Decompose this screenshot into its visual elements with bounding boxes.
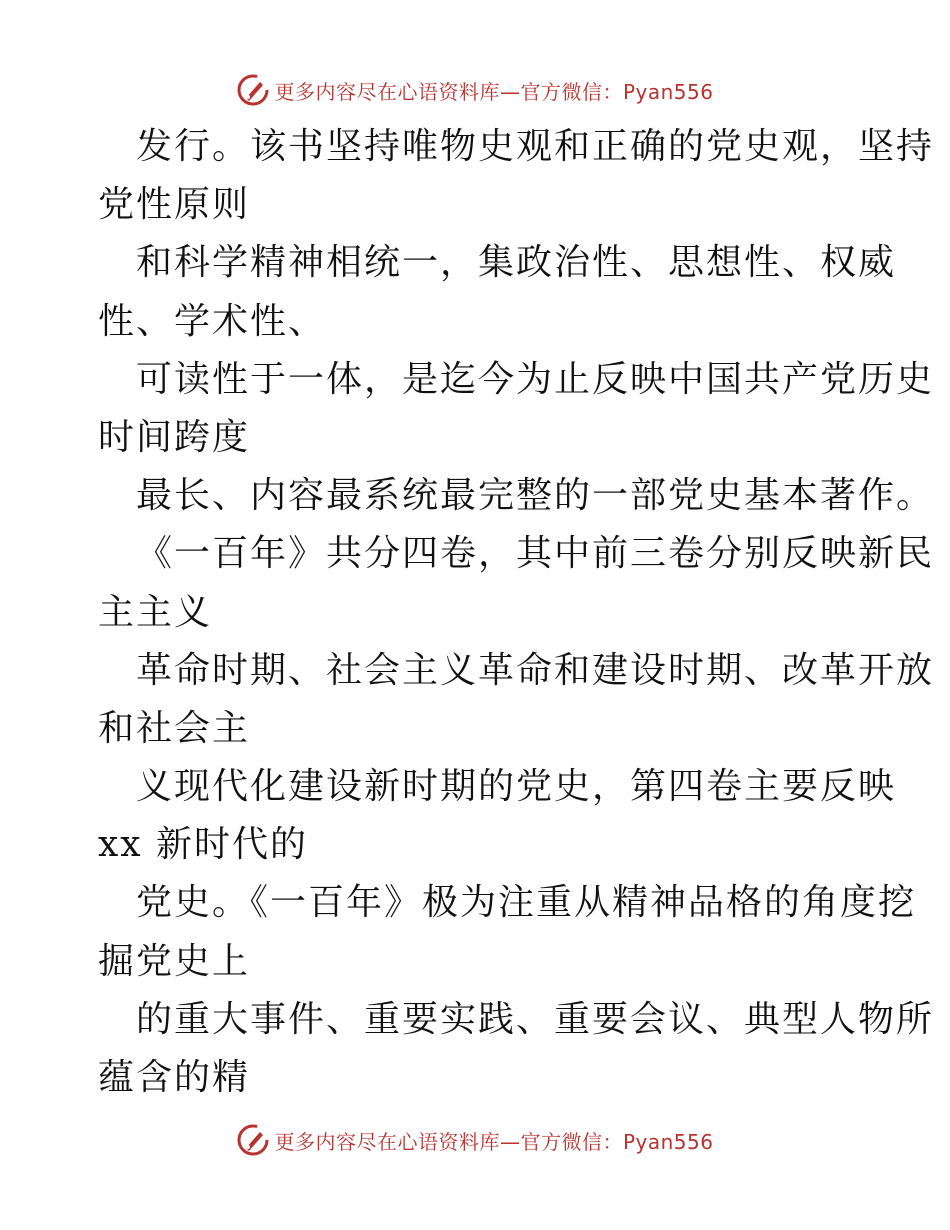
- text-line: 蕴含的精: [98, 1057, 251, 1098]
- text-line: 《一百年》共分四卷，其中前三卷分别反映新民: [136, 533, 935, 575]
- text-line: 义现代化建设新时期的党史，第四卷主要反映: [136, 766, 897, 808]
- text-line: 可读性于一体，是迄今为止反映中国共产党历史: [136, 358, 935, 400]
- text-line: 和科学精神相统一，集政治性、思想性、权威: [136, 242, 897, 284]
- text-line: 主主义: [98, 591, 213, 633]
- text-line: 党性原则: [98, 184, 251, 226]
- document-body: [98, 118, 935, 1107]
- text-line: 的重大事件、重要实践、重要会议、典型人物所: [136, 998, 935, 1040]
- text-line: 性、学术性、: [98, 300, 327, 342]
- text-line: xx 新时代的: [98, 824, 309, 866]
- text-line: 发行。该书坚持唯物史观和正确的党史观，坚持: [136, 126, 935, 167]
- header-banner: [0, 70, 950, 110]
- footer-banner: [0, 1120, 950, 1160]
- text-line: 革命时期、社会主义革命和建设时期、改革开放: [136, 649, 935, 691]
- text-line: 时间跨度: [98, 416, 251, 458]
- text-line: 最长、内容最系统最完整的一部党史基本著作。: [136, 475, 935, 517]
- footer-text: 更多内容尽在心语资料库—官方微信：Pyan556: [274, 1129, 714, 1154]
- text-line: 掘党史上: [98, 940, 251, 982]
- text-line: 党史。《一百年》极为注重从精神品格的角度挖: [136, 882, 917, 924]
- pen-nib-logo-icon: [236, 1123, 270, 1157]
- pen-nib-logo-icon: [236, 73, 270, 107]
- header-text: 更多内容尽在心语资料库—官方微信：Pyan556: [274, 79, 714, 104]
- text-line: 和社会主: [98, 707, 251, 749]
